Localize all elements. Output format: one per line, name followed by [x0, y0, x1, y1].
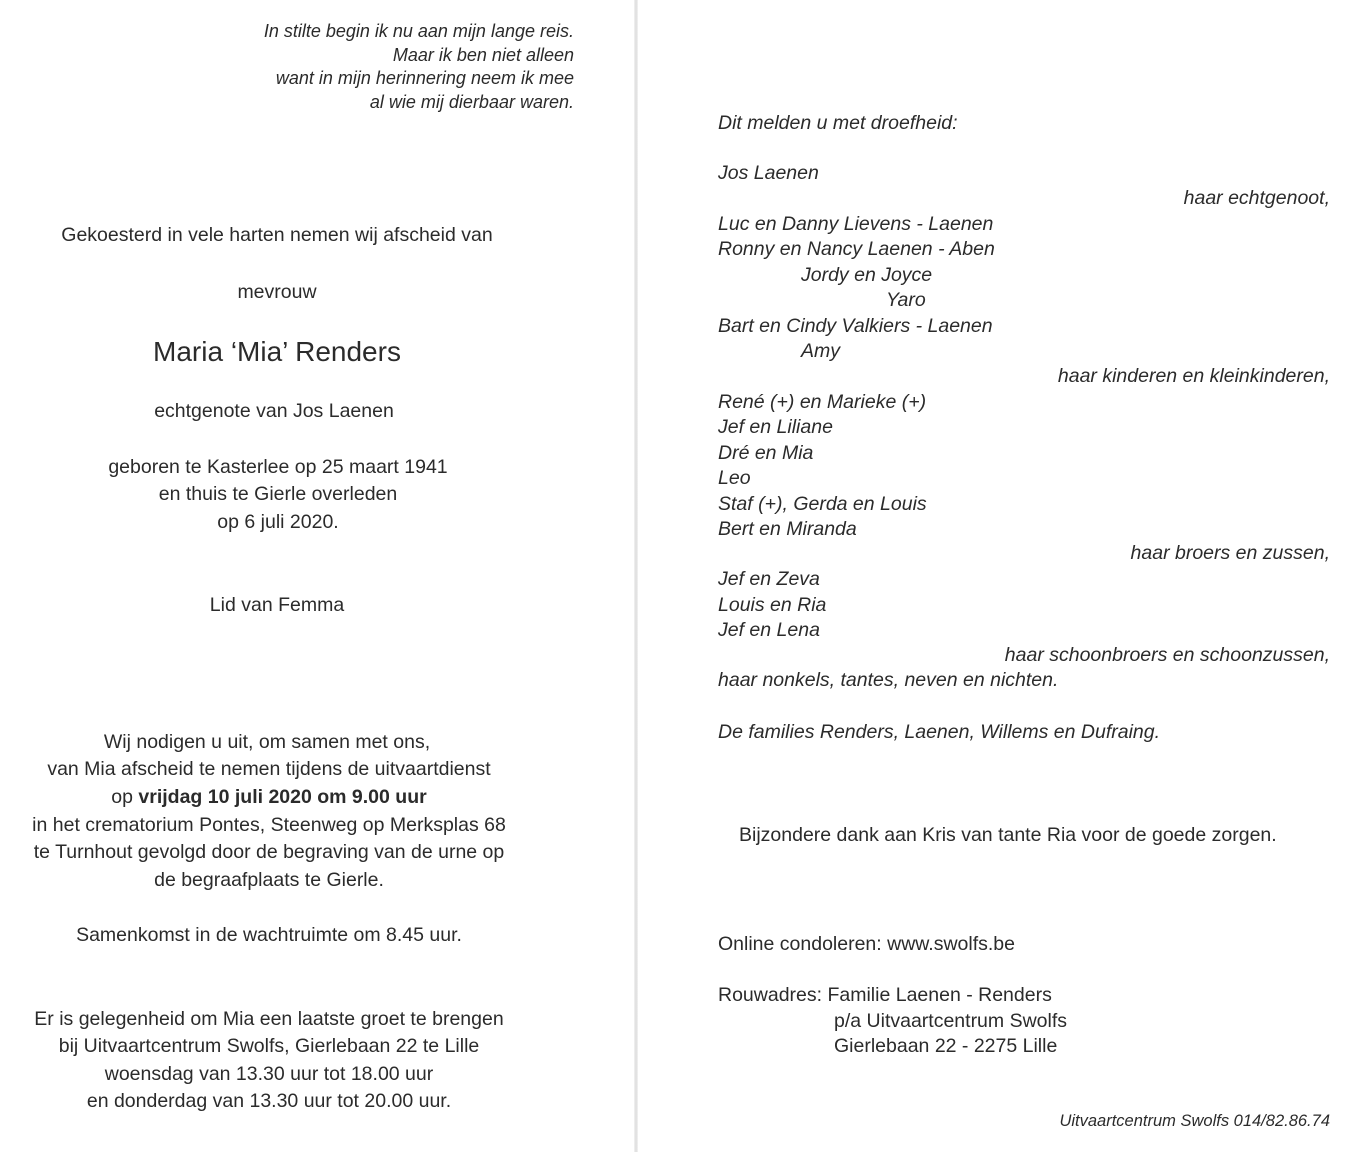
address-line-2: p/a Uitvaartcentrum Swolfs — [834, 1010, 1068, 1032]
spouse-name: Jos Laenen — [718, 162, 819, 184]
sibling-line: Jef en Liliane — [718, 416, 833, 438]
invite-line-6: de begraafplaats te Gierle. — [154, 869, 384, 891]
poem — [154, 20, 574, 114]
spouse-role: haar echtgenoot, — [1183, 187, 1330, 209]
inlaw-line: Jef en Zeva — [718, 568, 820, 590]
visit-line-1: Er is gelegenheid om Mia een laatste groet te brengen — [34, 1008, 504, 1030]
visit-line-4: en donderdag van 13.30 uur tot 20.00 uur. — [86, 1090, 452, 1112]
relatives-line: haar nonkels, tantes, neven en nichten. — [718, 669, 1059, 691]
deceased-name: Maria ‘Mia’ Renders — [153, 336, 401, 367]
spouse-line: echtgenote van Jos Laenen — [154, 400, 394, 422]
families-line: De families Renders, Laenen, Willems en Dufraing. — [718, 721, 1161, 743]
sibling-line: Bert en Miranda — [718, 518, 857, 540]
siblings-role: haar broers en zussen, — [1130, 542, 1330, 564]
child-line: Luc en Danny Lievens - Laenen — [718, 213, 994, 235]
service-datetime: vrijdag 10 juli 2020 om 9.00 uur — [138, 786, 427, 808]
poem-line: al wie mij dierbaar waren. — [369, 91, 574, 112]
address-line-3: Gierlebaan 22 - 2275 Lille — [834, 1035, 1058, 1057]
invite-line-4: in het crematorium Pontes, Steenweg op Merksplas 68 — [32, 814, 506, 836]
invite-line-3 — [0, 784, 586, 810]
invite-line-2: van Mia afscheid te nemen tijdens de uitvaartdienst — [47, 758, 491, 780]
grandchild-line: Jordy en Joyce — [801, 264, 933, 286]
death-place-line: en thuis te Gierle overleden — [158, 483, 398, 505]
visit-line-2: bij Uitvaartcentrum Swolfs, Gierlebaan 22 te Lille — [58, 1035, 480, 1057]
poem-line: In stilte begin ik nu aan mijn lange reis. — [263, 21, 574, 41]
inlaw-line: Jef en Lena — [718, 619, 820, 641]
invite-line-1: Wij nodigen u uit, om samen met ons, — [103, 731, 431, 753]
sibling-line: Staf (+), Gerda en Louis — [718, 493, 927, 515]
announce-line: Dit melden u met droefheid: — [718, 112, 958, 134]
card-fold — [634, 0, 638, 1152]
title-text: mevrouw — [237, 281, 317, 303]
grandchild-line: Amy — [801, 340, 840, 362]
poem-line: Maar ik ben niet alleen — [392, 44, 574, 65]
death-date-line: op 6 juli 2020. — [217, 511, 339, 533]
child-line: Bart en Cindy Valkiers - Laenen — [718, 315, 993, 337]
poem-line: want in mijn herinnering neem ik mee — [275, 68, 574, 88]
birth-line: geboren te Kasterlee op 25 maart 1941 — [108, 456, 448, 478]
visit-line-3: woensdag van 13.30 uur tot 18.00 uur — [104, 1063, 434, 1085]
invite-prefix: op — [111, 786, 139, 808]
address-line-1: Rouwadres: Familie Laenen - Renders — [718, 984, 1052, 1006]
child-line: Ronny en Nancy Laenen - Aben — [718, 238, 995, 260]
sibling-line: Dré en Mia — [718, 442, 814, 464]
thanks-line: Bijzondere dank aan Kris van tante Ria voor de goede zorgen. — [739, 824, 1277, 846]
greatgrandchild-line: Yaro — [886, 289, 926, 311]
inlaw-line: Louis en Ria — [718, 594, 827, 616]
footer-undertaker: Uitvaartcentrum Swolfs 014/82.86.74 — [1059, 1112, 1330, 1130]
gathering-line: Samenkomst in de wachtruimte om 8.45 uur. — [76, 924, 462, 946]
sibling-line: René (+) en Marieke (+) — [718, 391, 927, 413]
inlaws-role: haar schoonbroers en schoonzussen, — [1004, 644, 1330, 666]
sibling-line: Leo — [718, 467, 751, 489]
intro-text: Gekoesterd in vele harten nemen wij afscheid van — [61, 224, 493, 246]
membership-line: Lid van Femma — [209, 594, 345, 616]
children-role: haar kinderen en kleinkinderen, — [1057, 365, 1330, 387]
condolence-line: Online condoleren: www.swolfs.be — [718, 933, 1015, 955]
invite-line-5: te Turnhout gevolgd door de begraving van de urne op — [33, 841, 505, 863]
